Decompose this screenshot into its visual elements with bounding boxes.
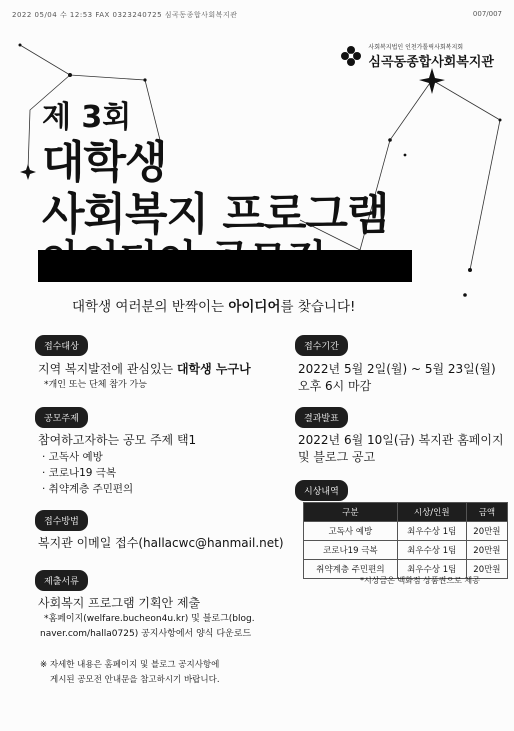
prize-table [303, 502, 508, 579]
title-line-3 [42, 230, 326, 252]
target-note: *개인 또는 단체 참가 가능 [44, 380, 147, 390]
docs-note: naver.com/halla0725) 공지사항에서 양식 다운로드 [40, 629, 252, 639]
table-header-row [304, 503, 508, 522]
table-cell: 20만원 [466, 522, 507, 541]
column-header: 금액 [466, 503, 507, 522]
org-subtitle: 사회복지법인 인천가톨릭사회복지회 [368, 44, 464, 51]
table-cell: 고독사 예방 [304, 522, 398, 541]
section-label-docs: 제출서류 [35, 570, 88, 591]
result-line-2: 및 블로그 공고 [298, 450, 376, 464]
period-line-1: 2022년 5월 2일(월) ~ 5월 23일(월) [298, 362, 496, 376]
topic-item: · 고독사 예방 [42, 451, 103, 463]
topic-item: · 코로나19 극복 [42, 467, 117, 479]
notice-line-2: 게시된 공모전 안내문을 참고하시기 바랍니다. [50, 675, 220, 685]
section-label-result: 결과발표 [295, 407, 348, 428]
section-label-prize: 시상내역 [295, 480, 348, 501]
title-line-2: 사회복지 프로그램 [42, 189, 389, 240]
flower-logo-icon [340, 45, 362, 67]
target-text: 지역 복지발전에 관심있는 대학생 누구나 [38, 362, 251, 376]
column-header: 시상/인원 [397, 503, 466, 522]
subtitle: 대학생 여러분의 반짝이는 아이디어를 찾습니다! [72, 299, 356, 315]
table-cell: 코로나19 극복 [304, 541, 398, 560]
table-row [304, 541, 508, 560]
table-cell: 20만원 [466, 560, 507, 579]
title-line-1: 대학생 [42, 137, 167, 188]
fax-header: 2022 05/04 수 12:53 FAX 0323240725 심곡동종합사회복지관 [12, 11, 238, 19]
table-cell: 최우수상 1팀 [397, 541, 466, 560]
topic-item: · 취약계층 주민편의 [42, 483, 134, 495]
period-line-2: 오후 6시 마감 [298, 379, 372, 393]
prize-note: *시상금은 백화점 상품권으로 제공 [360, 576, 480, 585]
section-label-target: 접수대상 [35, 335, 88, 356]
table-cell: 20만원 [466, 541, 507, 560]
docs-text: 사회복지 프로그램 기획안 제출 [38, 596, 201, 610]
notice-line-1: ※ 자세한 내용은 홈페이지 및 블로그 공지사항에 [40, 660, 220, 670]
notice [40, 658, 220, 688]
section-label-method: 접수방법 [35, 510, 88, 531]
fax-page-number: 007/007 [472, 10, 502, 18]
result-line-1: 2022년 6월 10일(금) 복지관 홈페이지 [298, 433, 504, 447]
redaction-bar [38, 250, 412, 282]
organization-logo [340, 42, 494, 70]
org-name: 심곡동종합사회복지관 [368, 55, 494, 70]
table-cell: 취약계층 주민편의 [304, 560, 398, 579]
method-text: 복지관 이메일 접수(hallacwc@hanmail.net) [38, 536, 284, 550]
table-cell: 최우수상 1팀 [397, 522, 466, 541]
topic-text: 참여하고자하는 공모 주제 택1 [38, 433, 197, 447]
table-cell: 최우수상 1팀 [397, 560, 466, 579]
section-label-period: 접수기간 [295, 335, 348, 356]
column-header: 구분 [304, 503, 398, 522]
section-label-topic: 공모주제 [35, 407, 88, 428]
table-row [304, 522, 508, 541]
docs-note: *홈페이지(welfare.bucheon4u.kr) 및 블로그(blog. [44, 614, 255, 624]
title-episode: 제 3회 [42, 100, 132, 135]
